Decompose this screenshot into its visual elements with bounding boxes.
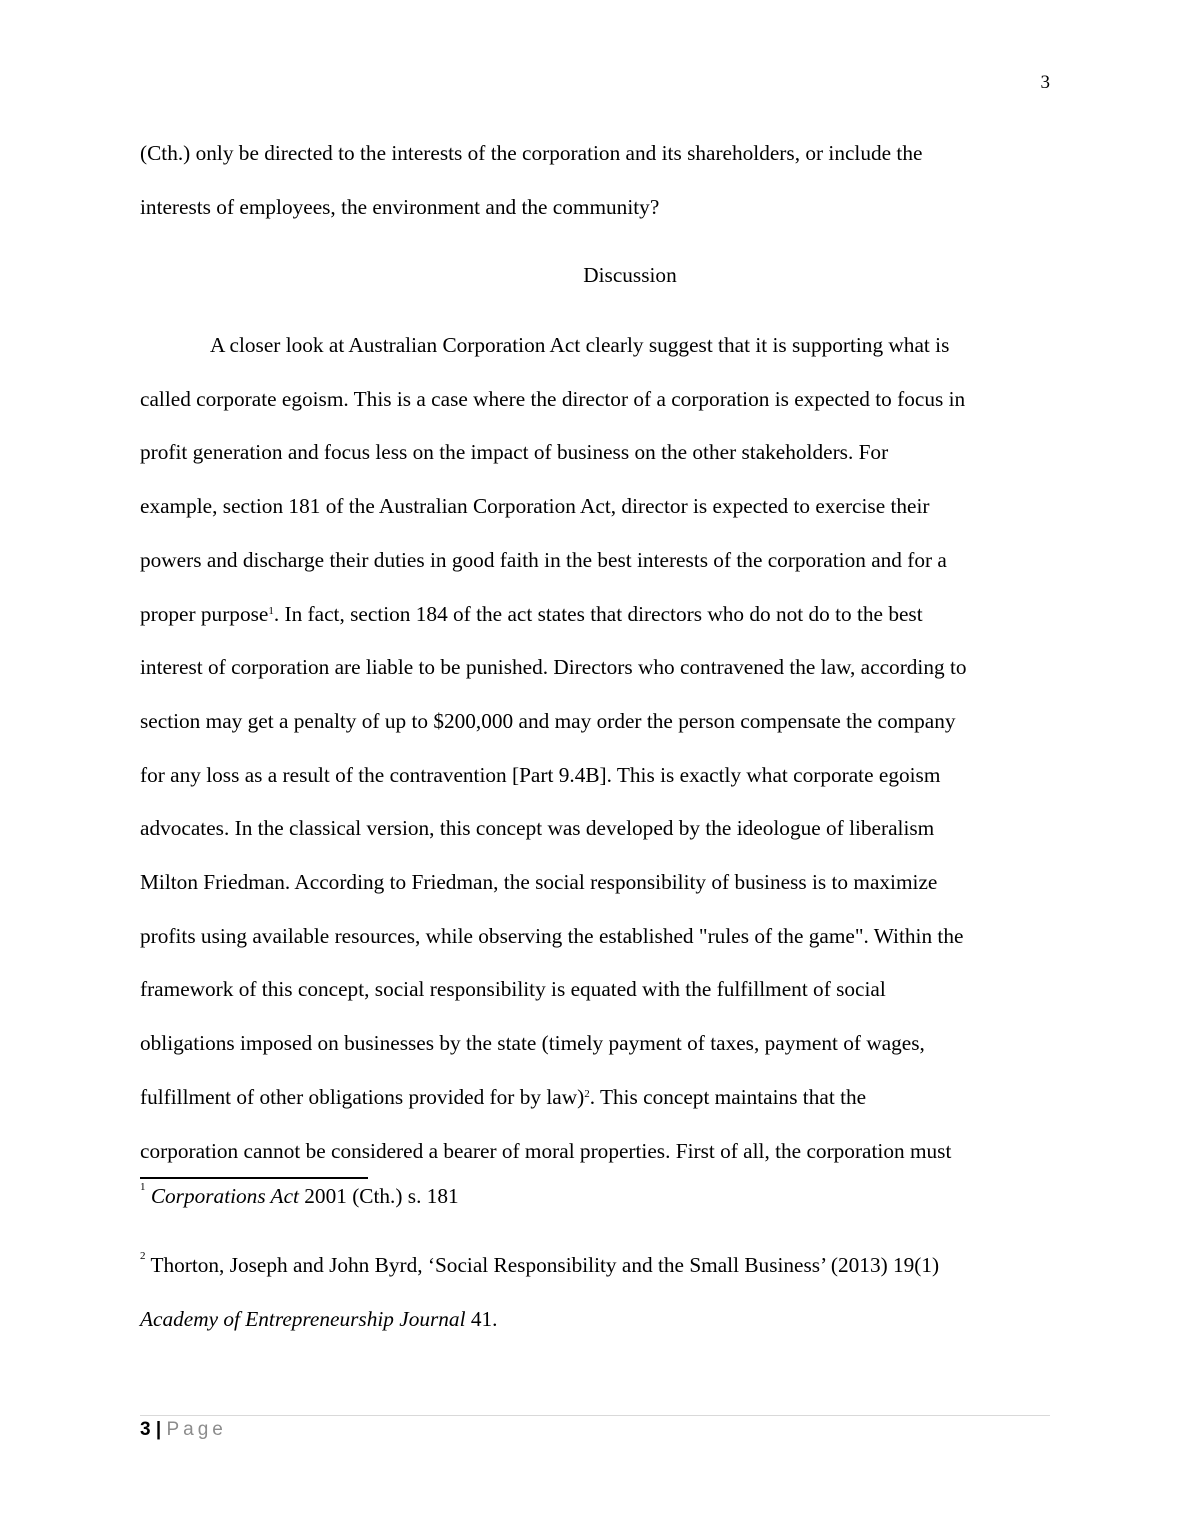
footer-page-label: Page xyxy=(166,1419,227,1440)
line-text: corporation cannot be considered a bearer of moral properties. First of all, the corporation must xyxy=(140,1138,952,1163)
body-text-line xyxy=(140,708,956,734)
footnote-text: Thorton, Joseph and John Byrd, ‘Social Responsibility and the Small Business’ (2013) 19(1) xyxy=(145,1253,940,1277)
body-text-line xyxy=(140,869,937,895)
line-text: section may get a penalty of up to $200,000 and may order the person compensate the company xyxy=(140,708,956,733)
page-footer xyxy=(140,1419,227,1441)
body-text-line xyxy=(140,1138,951,1164)
footnote-separator xyxy=(140,1177,368,1179)
footnote-italic: Corporations Act xyxy=(150,1184,299,1208)
section-heading: Discussion xyxy=(583,263,677,287)
body-text-line xyxy=(140,547,947,573)
line-text: framework of this concept, social responsibility is equated with the fulfillment of social xyxy=(140,977,886,1002)
line-text: profits using available resources, while observing the established "rules of the game". Within the xyxy=(140,923,964,948)
line-text: . This concept maintains that the xyxy=(589,1084,867,1109)
line-text: for any loss as a result of the contravention [Part 9.4B]. This is exactly what corporate egoism xyxy=(140,762,941,787)
line-text: . In fact, section 184 of the act states that directors who do not do to the best xyxy=(273,601,923,626)
footnote-text: 41. xyxy=(465,1307,498,1331)
footer-rule xyxy=(140,1415,1050,1416)
line-text: advocates. In the classical version, this concept was developed by the ideologue of liberalism xyxy=(140,816,935,841)
footnote-2 xyxy=(140,1250,940,1278)
body-text-line xyxy=(140,1084,866,1110)
footnote-number: 1 xyxy=(140,1181,146,1193)
footnote-1 xyxy=(140,1181,459,1209)
body-text-line: interests of employees, the environment and the community? xyxy=(140,195,660,219)
footnote-number: 2 xyxy=(140,1250,146,1262)
footnote-italic: Academy of Entrepreneurship Journal xyxy=(140,1307,466,1331)
body-text-line xyxy=(140,1030,925,1056)
line-text: profit generation and focus less on the impact of business on the other stakeholders. For xyxy=(140,440,889,465)
line-text: powers and discharge their duties in good faith in the best interests of the corporation and for a xyxy=(140,547,947,572)
line-text: fulfillment of other obligations provided for by law) xyxy=(140,1084,585,1109)
line-text: proper purpose xyxy=(140,601,269,626)
line-text: interest of corporation are liable to be punished. Directors who contravened the law, according to xyxy=(140,655,967,680)
body-text-line xyxy=(140,439,888,465)
line-text: A closer look at Australian Corporation Act clearly suggest that it is supporting what is xyxy=(210,333,950,357)
footnote-text: 2001 (Cth.) s. 181 xyxy=(298,1184,459,1208)
body-text-line xyxy=(210,332,949,358)
body-text-line xyxy=(140,654,967,680)
line-text: called corporate egoism. This is a case where the director of a corporation is expected to focus in xyxy=(140,386,966,411)
footnote-2-cont xyxy=(140,1307,497,1332)
body-text-line xyxy=(140,923,963,949)
line-text: example, section 181 of the Australian Corporation Act, director is expected to exercise their xyxy=(140,494,930,519)
line-text: Milton Friedman. According to Friedman, the social responsibility of business is to maximize xyxy=(140,870,938,894)
footer-page-number: 3 xyxy=(140,1419,151,1440)
body-text-line xyxy=(140,601,923,627)
header-page-number: 3 xyxy=(1040,72,1050,93)
footnote-reference[interactable]: 1 xyxy=(268,604,274,617)
line-text: obligations imposed on businesses by the state (timely payment of taxes, payment of wages, xyxy=(140,1031,925,1056)
body-text-line: (Cth.) only be directed to the interests of the corporation and its shareholders, or include the xyxy=(140,141,923,165)
body-text-line xyxy=(140,493,930,519)
footer-separator: | xyxy=(155,1419,162,1440)
footnote-reference[interactable]: 2 xyxy=(584,1087,590,1100)
body-text-line xyxy=(140,976,886,1002)
body-text-line xyxy=(140,386,965,412)
body-text-line xyxy=(140,815,934,841)
body-text-line xyxy=(140,762,940,788)
